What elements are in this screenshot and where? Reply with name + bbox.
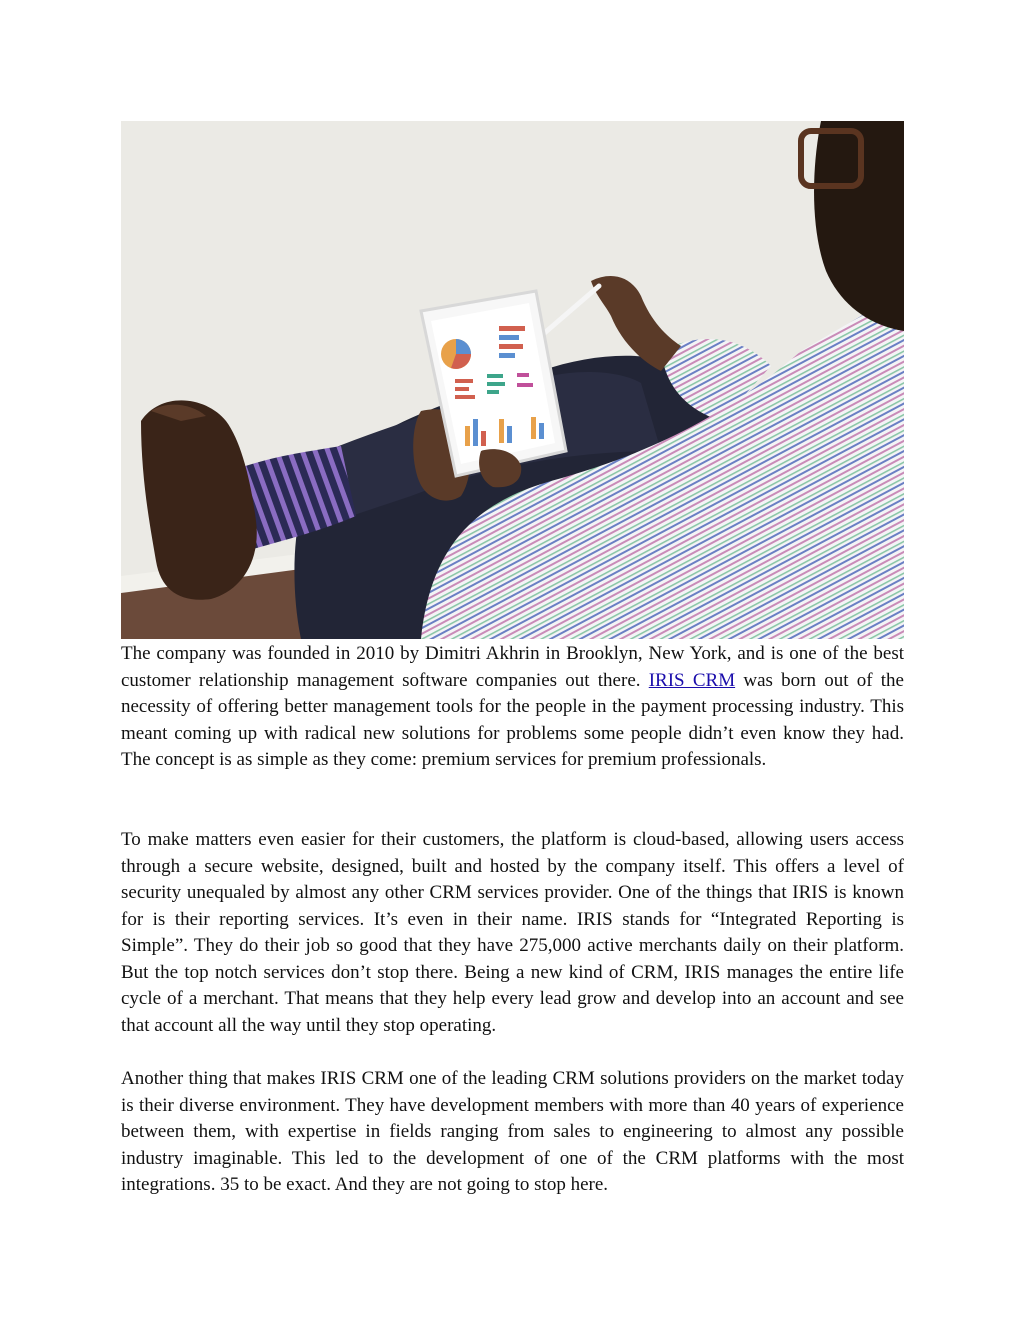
iris-crm-link[interactable]: IRIS CRM bbox=[648, 669, 736, 691]
paragraph-cloud-platform: To make matters even easier for their customers, the platform is cloud-based, allowing users access through a secure website, designed, built and hosted by the company itself. This offers a level of security unequaled by almost any other CRM services provider. One of the things that IRIS is known for is their reporting services. It’s even in their name. IRIS stands for “Integrated Reporting is Simple”. They do their job so good that they have 275,000 active merchants daily on their platform. But the top notch services don’t stop there. Being a new kind of CRM, IRIS manages the entire life cycle of a merchant. That means that they help every lead grow and develop into an account and see that account all the way until they stop operating. bbox=[121, 829, 904, 1036]
paragraph-text: was born out of the necessity of offering better management tools for the people in the payment processing industry. This meant coming up with radical new solutions for problems some people didn’t even know they had. The concept is as simple as they come: premium services for premium professionals. bbox=[121, 669, 904, 770]
paragraph-diverse-environment: Another thing that makes IRIS CRM one of the leading CRM solutions providers on the market today is their diverse environment. They have development members with more than 40 years of experience between them, with expertise in fields ranging from sales to engineering to almost any possible industry imaginable. This led to the development of one of the CRM platforms with the most integrations. 35 to be exact. And they are not going to stop here. bbox=[121, 1068, 904, 1195]
paragraph-founding bbox=[121, 641, 904, 774]
man-with-tablet-illustration bbox=[121, 121, 904, 639]
hero-photo bbox=[121, 121, 904, 639]
paragraph-text: The company was founded in 2010 by Dimitri Akhrin in Brooklyn, New York, and is one of the best customer relationship management software companies out there. bbox=[121, 643, 904, 691]
